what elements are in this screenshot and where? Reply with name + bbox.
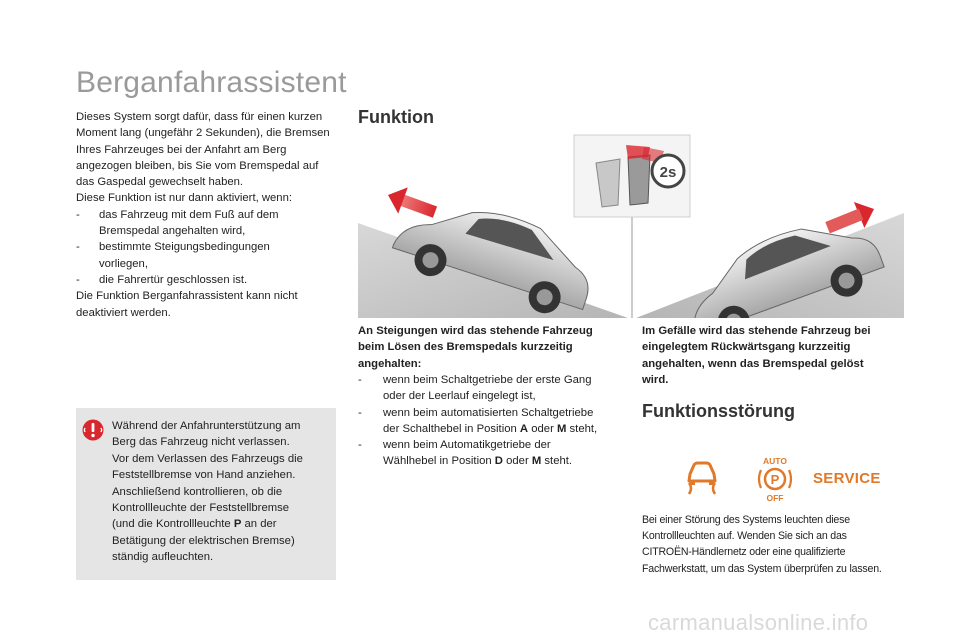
downhill-line: angehalten, wenn das Bremspedal gelöst [642,357,864,370]
uphill-description [358,323,593,372]
esp-skid-icon [680,456,724,496]
warning-line: Während der Anfahrunterstützung am [112,420,301,432]
intro-text [76,109,341,321]
intro-line: Ihres Fahrzeuges bei der Anfahrt am Berg [76,143,287,156]
warning-box [76,408,336,580]
page-title: Berganfahrassistent [76,66,347,99]
intro-bullet: - die Fahrertür geschlossen ist. [76,272,341,288]
intro-line: angezogen bleiben, bis Sie vom Bremspedal auf [76,159,319,172]
intro-line: Diese Funktion ist nur dann aktiviert, wenn: [76,192,293,205]
intro-line: deaktiviert werden. [76,306,171,319]
fault-line: Bei einer Störung des Systems leuchten diese [642,514,850,526]
downhill-line: wird. [642,373,669,386]
warning-text [112,418,332,566]
hill-assist-illustration [358,133,904,318]
watermark: carmanualsonline.info [648,610,869,635]
warning-line: Anschließend kontrollieren, ob die [112,485,283,498]
fault-line: Fachwerkstatt, um das System überprüfen zu lassen. [642,562,882,575]
downhill-line: Im Gefälle wird das stehende Fahrzeug bei [642,325,871,337]
fault-description [642,512,912,577]
warning-line: Feststellbremse von Hand anziehen. [112,469,296,482]
uphill-line: An Steigungen wird das stehende Fahrzeug [358,325,593,337]
pedal-inset [574,135,690,217]
warning-line: ständig aufleuchten. [112,551,214,564]
condition-text: wenn beim Automatikgetriebe der [383,439,551,452]
condition-bullet: - wenn beim automatisierten Schaltgetriebe der Schalthebel in Position A oder M steht, [358,405,628,438]
uphill-line: angehalten: [358,357,422,370]
p-label: P [770,472,780,487]
condition-text: oder der Leerlauf eingelegt ist, [383,390,536,403]
fault-line: Kontrollleuchten auf. Wenden Sie sich an das [642,530,847,543]
uphill-line: beim Lösen des Bremspedals kurzzeitig [358,341,573,354]
bullet-text: vorliegen, [99,257,148,270]
bullet-text: das Fahrzeug mit dem Fuß auf dem [99,208,279,221]
intro-line: Dieses System sorgt dafür, dass für einen kurzen [76,111,323,123]
condition-text: wenn beim Schaltgetriebe der erste Gang [383,374,592,386]
service-icon: SERVICE [813,470,881,487]
intro-bullet: - bestimmte Steigungsbedingungen vorliegen, [76,239,341,272]
intro-bullet: - das Fahrzeug mit dem Fuß auf dem Bremspedal angehalten wird, [76,207,341,240]
auto-label: AUTO [763,456,787,466]
warning-icon [82,419,104,441]
warning-lamps [680,456,880,502]
downhill-arrow-left [383,182,440,225]
condition-bullet: - wenn beim Schaltgetriebe der erste Gang oder der Leerlauf eingelegt ist, [358,372,628,405]
bullet-text: bestimmte Steigungsbedingungen [99,241,270,254]
intro-line: das Gaspedal gewechselt haben. [76,176,244,189]
intro-line: Moment lang (ungefähr 2 Sekunden), die Bremsen [76,127,330,140]
downhill-description [642,323,871,388]
bullet-text: Bremspedal angehalten wird, [99,225,246,238]
timer-label: 2s [659,164,677,181]
condition-text: wenn beim automatisierten Schaltgetriebe [383,406,594,419]
warning-line: (und die Kontrollleuchte P an der [112,518,277,531]
auto-p-off-icon [752,456,798,502]
condition-text: der Schalthebel in Position A oder M steht, [383,422,598,435]
condition-text: Wählhebel in Position D oder M steht. [383,455,573,468]
off-label: OFF [766,493,784,502]
bullet-text: die Fahrertür geschlossen ist. [99,273,248,286]
intro-line: Die Funktion Berganfahrassistent kann nicht [76,290,298,303]
warning-line: Kontrollleuchte der Feststellbremse [112,502,290,515]
warning-line: Vor dem Verlassen des Fahrzeugs die [112,452,303,465]
warning-line: Berg das Fahrzeug nicht verlassen. [112,436,290,449]
section-title-funktionsstoerung: Funktionsstörung [642,401,795,421]
uphill-conditions [358,372,628,470]
downhill-line: eingelegtem Rückwärtsgang kurzzeitig [642,341,851,354]
condition-bullet: - wenn beim Automatikgetriebe der Wählhebel in Position D oder M steht. [358,437,628,470]
section-title-funktion: Funktion [358,107,434,127]
fault-line: CITROËN-Händlernetz oder eine qualifizierte [642,546,846,559]
warning-line: Betätigung der elektrischen Bremse) [112,534,295,547]
